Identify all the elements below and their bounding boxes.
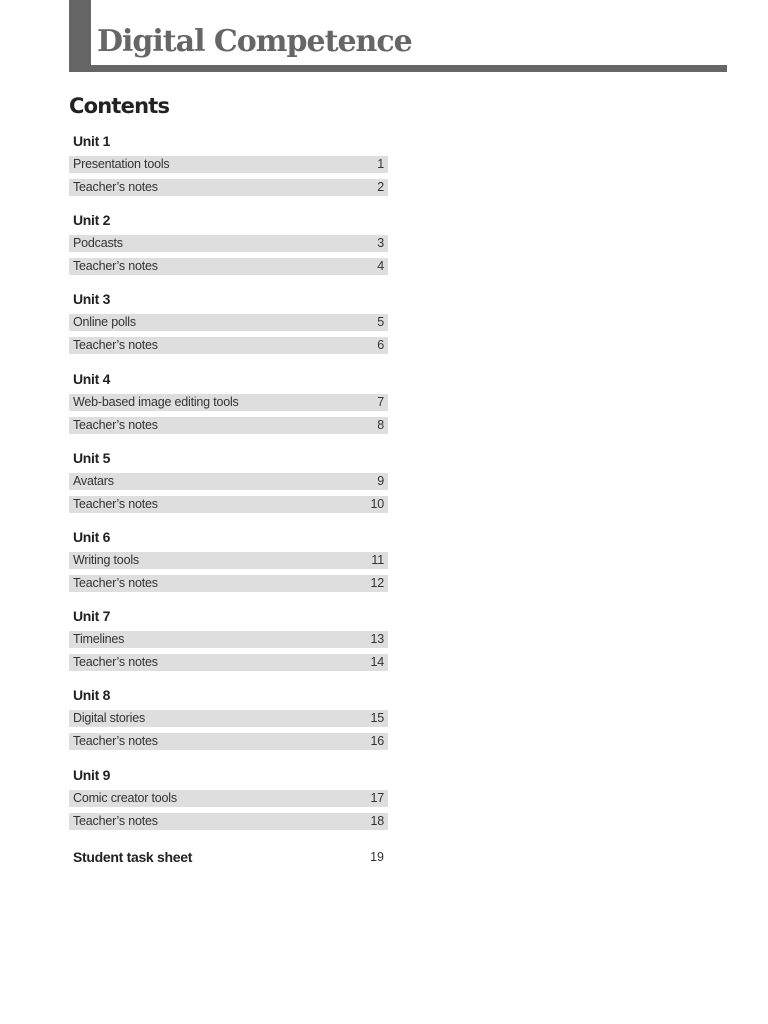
toc-entry-label: Teacher’s notes — [73, 180, 158, 194]
toc-entry-page: 12 — [370, 575, 384, 590]
toc-entry[interactable] — [69, 417, 388, 434]
toc-entry-label: Podcasts — [73, 236, 123, 251]
toc-entry-label: Teacher’s notes — [73, 338, 158, 353]
toc-entry-label: Teacher’s notes — [73, 655, 158, 670]
toc-entry[interactable] — [69, 394, 388, 411]
toc-entry-label: Teacher’s notes — [73, 496, 158, 511]
toc-entry-page: 14 — [370, 655, 384, 670]
toc-entry-page: 15 — [370, 711, 384, 726]
toc-entry-page: 9 — [377, 473, 384, 488]
toc-entry-page: 3 — [377, 236, 384, 251]
toc-entry[interactable] — [69, 813, 388, 830]
unit-section — [69, 367, 388, 446]
unit-section — [69, 683, 388, 762]
toc-entry-page: 7 — [377, 394, 384, 409]
unit-title: Unit 1 — [73, 133, 111, 149]
unit-section — [69, 525, 388, 604]
unit-title: Unit 5 — [73, 449, 111, 466]
toc-entry[interactable] — [69, 654, 388, 671]
toc-entry-page: 13 — [370, 632, 384, 647]
unit-title: Unit 8 — [73, 687, 111, 704]
toc-entry-page: 8 — [377, 417, 384, 432]
toc-entry[interactable] — [69, 473, 388, 490]
toc-entry[interactable] — [69, 552, 388, 569]
toc-entry[interactable] — [69, 710, 388, 727]
toc-entry-label: Teacher’s notes — [73, 259, 158, 274]
toc-final-label: Student task sheet — [73, 849, 193, 865]
unit-title: Unit 7 — [73, 608, 111, 625]
toc-entry-page: 11 — [371, 552, 384, 567]
toc-entry-page: 2 — [377, 180, 384, 194]
contents-heading: Contents — [69, 94, 170, 118]
unit-section — [69, 208, 388, 287]
toc-final-entry[interactable] — [69, 846, 388, 868]
toc-entry-page: 6 — [377, 338, 384, 353]
toc-entry-label: Timelines — [73, 632, 125, 647]
toc-entry-label: Teacher’s notes — [73, 813, 158, 828]
toc-entry[interactable] — [69, 258, 388, 275]
unit-title: Unit 4 — [73, 370, 111, 387]
toc-entry-page: 5 — [377, 315, 384, 330]
toc-entry-page: 18 — [370, 813, 384, 828]
toc-entry[interactable] — [69, 575, 388, 592]
toc-entry-label: Comic creator tools — [73, 790, 177, 805]
toc-final-page: 19 — [370, 850, 384, 864]
toc-entry-label: Web-based image editing tools — [73, 394, 239, 409]
unit-title: Unit 9 — [73, 766, 111, 783]
toc-entry[interactable] — [69, 790, 388, 807]
unit-title: Unit 2 — [73, 212, 111, 229]
unit-section — [69, 129, 388, 208]
toc-entry-page: 4 — [377, 259, 384, 274]
toc-entry-label: Teacher’s notes — [73, 417, 158, 432]
toc-entry[interactable] — [69, 631, 388, 648]
toc-entry-label: Presentation tools — [73, 157, 170, 171]
toc-entry-page: 1 — [377, 157, 384, 171]
table-of-contents — [69, 129, 388, 842]
toc-entry[interactable] — [69, 337, 388, 354]
unit-title: Unit 3 — [73, 291, 111, 308]
toc-entry-label: Teacher’s notes — [73, 734, 158, 749]
toc-entry[interactable] — [69, 733, 388, 750]
header-accent-bar — [69, 0, 91, 72]
toc-entry-label: Teacher’s notes — [73, 575, 158, 590]
document-title: Digital Competence — [97, 24, 412, 59]
toc-entry[interactable] — [69, 179, 388, 196]
toc-entry-label: Writing tools — [73, 552, 139, 567]
unit-section — [69, 446, 388, 525]
unit-section — [69, 287, 388, 366]
toc-entry-page: 16 — [370, 734, 384, 749]
toc-entry-label: Online polls — [73, 315, 136, 330]
toc-entry[interactable] — [69, 496, 388, 513]
unit-section — [69, 763, 388, 842]
toc-entry-page: 10 — [370, 496, 384, 511]
toc-entry[interactable] — [69, 314, 388, 331]
toc-entry[interactable] — [69, 235, 388, 252]
toc-entry-page: 17 — [370, 790, 384, 805]
header-rule — [69, 65, 727, 72]
toc-entry[interactable] — [69, 156, 388, 173]
unit-section — [69, 604, 388, 683]
unit-title: Unit 6 — [73, 528, 111, 545]
toc-entry-label: Avatars — [73, 473, 114, 488]
toc-entry-label: Digital stories — [73, 711, 146, 726]
